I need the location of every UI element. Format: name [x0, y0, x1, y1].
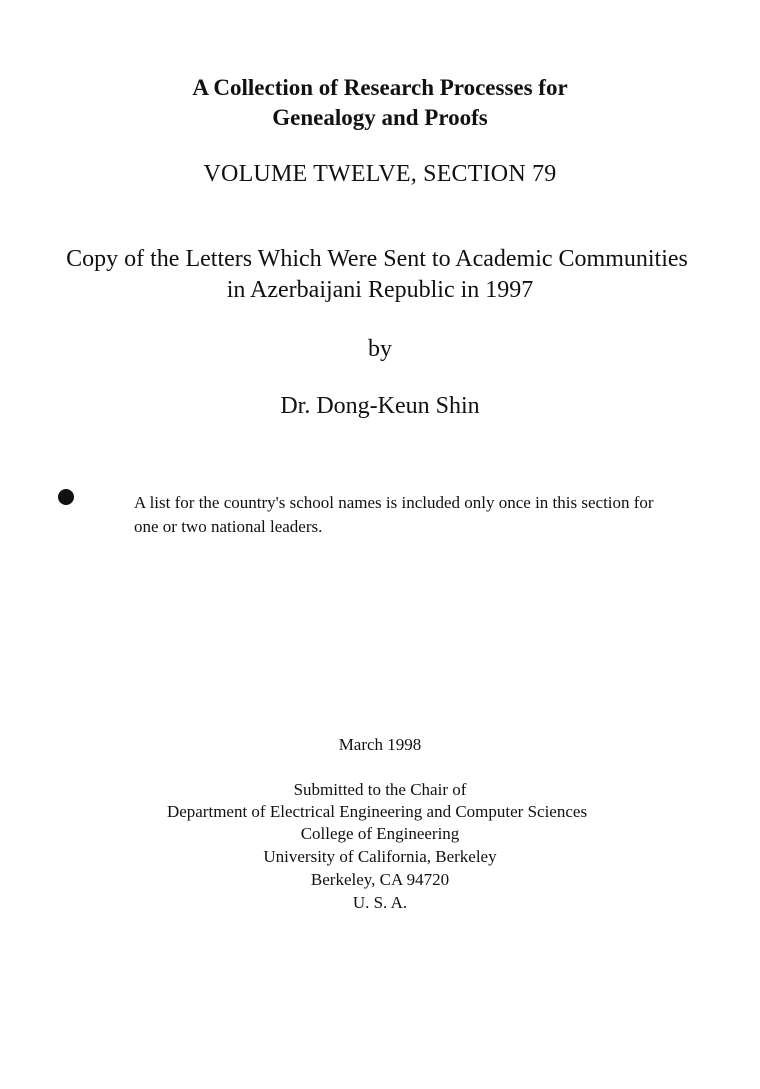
title-line-2: Genealogy and Proofs — [272, 105, 488, 130]
submission-line-5: Berkeley, CA 94720 — [310, 870, 450, 889]
bullet-icon — [58, 489, 74, 505]
submission-line-3: College of Engineering — [300, 824, 460, 843]
volume-heading: VOLUME TWELVE, SECTION 79 — [203, 161, 557, 187]
by-label: by — [368, 336, 392, 362]
submission-line-6: U. S. A. — [352, 893, 408, 912]
submission-line-4: University of California, Berkeley — [263, 847, 497, 866]
note-text — [134, 491, 724, 539]
submission-line-1: Submitted to the Chair of — [293, 780, 467, 799]
subtitle-line-2: in Azerbaijani Republic in 1997 — [226, 277, 534, 303]
subtitle-line-1: Copy of the Letters Which Were Sent to Academic Communities — [66, 246, 688, 272]
submission-line-2: Department of Electrical Engineering and Computer Sciences — [166, 802, 588, 821]
author-name: Dr. Dong-Keun Shin — [280, 393, 480, 419]
document-date: March 1998 — [338, 735, 422, 754]
note-line-1: A list for the country's school names is included only once in this section for — [134, 493, 654, 512]
title-line-1: A Collection of Research Processes for — [192, 75, 568, 100]
note-line-2: one or two national leaders. — [134, 517, 323, 536]
